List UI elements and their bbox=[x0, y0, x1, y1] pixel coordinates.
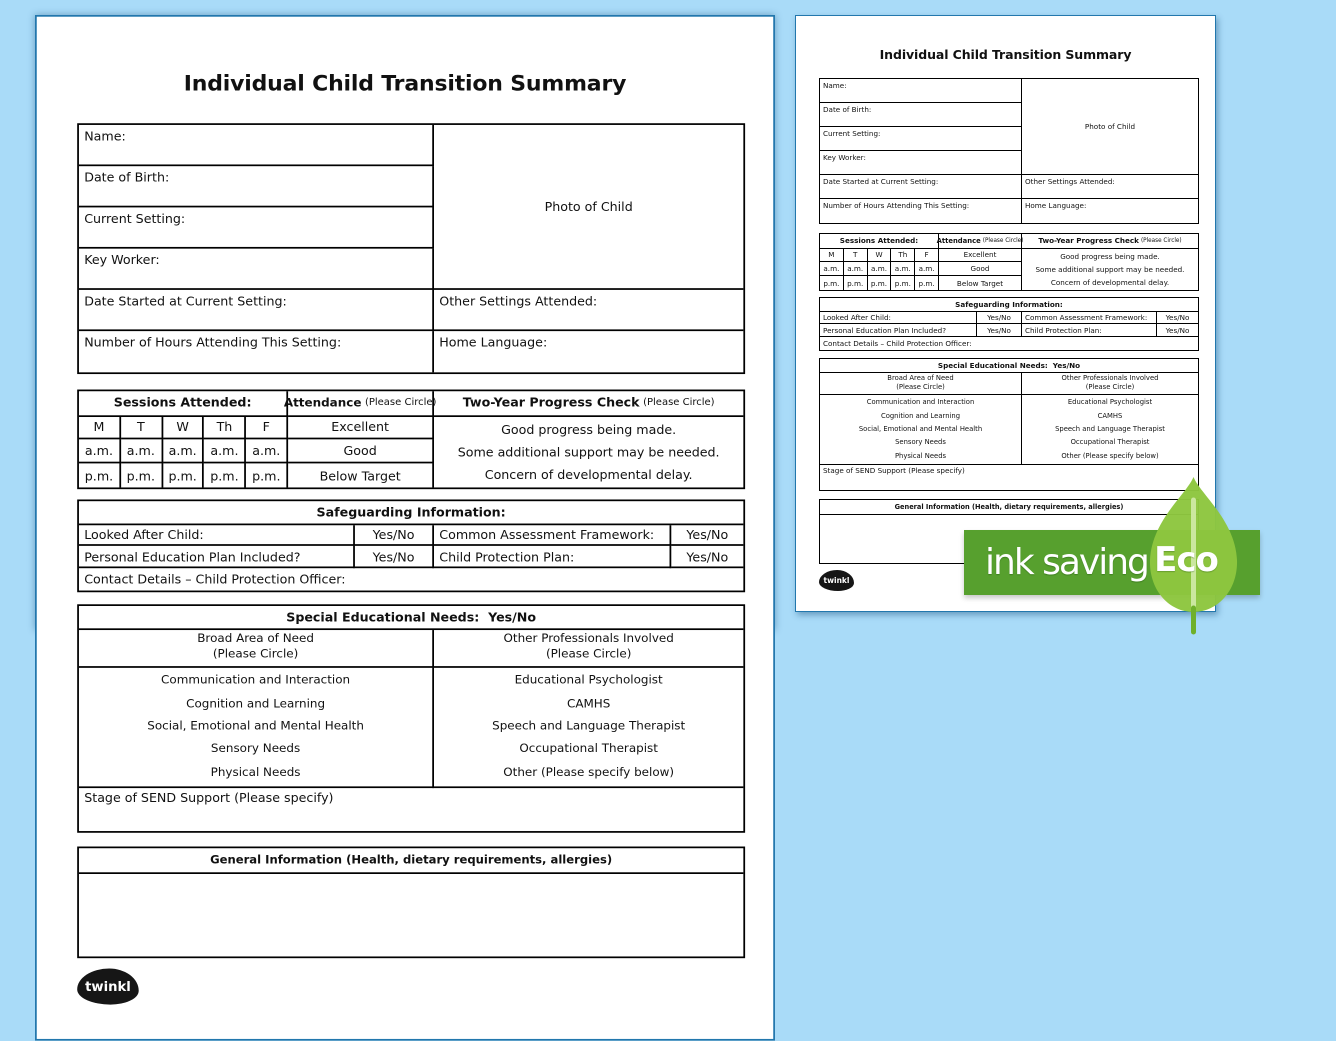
send-stage-field: Stage of SEND Support (Please specify) bbox=[823, 466, 965, 475]
document-paper bbox=[35, 15, 775, 1041]
safeguarding-label: Looked After Child: bbox=[79, 524, 355, 546]
home-language-field: Home Language: bbox=[439, 333, 548, 350]
broad-area-item: Cognition and Learning bbox=[186, 696, 326, 711]
attendance-header bbox=[283, 391, 437, 416]
broad-area-item: Physical Needs bbox=[210, 765, 301, 780]
attendance-option: Below Target bbox=[939, 276, 1022, 290]
name-field: Name: bbox=[79, 125, 434, 166]
photo-of-child-box: Photo of Child bbox=[434, 125, 743, 290]
professionals-header-label: Other Professionals Involved bbox=[503, 632, 674, 646]
day-cell: T bbox=[121, 416, 163, 440]
sessions-header: Sessions Attended: bbox=[79, 391, 288, 416]
am-cell: a.m. bbox=[121, 440, 163, 464]
broad-area-list bbox=[79, 667, 434, 787]
sen-header-label: Special Educational Needs: bbox=[286, 608, 480, 625]
safeguarding-label: Child Protection Plan: bbox=[1022, 324, 1157, 337]
attendance-option: Excellent bbox=[288, 416, 434, 440]
pm-cell: p.m. bbox=[891, 276, 915, 290]
attendance-header-label: Attendance bbox=[936, 236, 981, 245]
broad-area-item: Social, Emotional and Mental Health bbox=[147, 719, 364, 734]
day-cell: W bbox=[868, 249, 892, 263]
broad-area-item: Sensory Needs bbox=[210, 742, 301, 757]
current-setting-field: Current Setting: bbox=[79, 207, 434, 248]
zoomed-document-container bbox=[35, 15, 1336, 1041]
sen-header-value: Yes/No bbox=[488, 608, 537, 625]
key-worker-field: Key Worker: bbox=[79, 249, 434, 290]
date-started-field: Date Started at Current Setting: bbox=[79, 290, 434, 331]
yes-no-cell: Yes/No bbox=[355, 524, 434, 546]
am-cell: a.m. bbox=[891, 262, 915, 276]
pm-cell: p.m. bbox=[868, 276, 892, 290]
broad-area-item: Physical Needs bbox=[894, 451, 947, 460]
attendance-header-note: (Please Circle) bbox=[364, 397, 437, 408]
home-language-field: Home Language: bbox=[1025, 200, 1087, 210]
professional-item: Educational Psychologist bbox=[1067, 398, 1153, 407]
broad-area-header-note: (Please Circle) bbox=[212, 647, 299, 661]
send-stage-field: Stage of SEND Support (Please specify) bbox=[84, 789, 334, 806]
day-cell: M bbox=[820, 249, 844, 263]
key-worker-field: Key Worker: bbox=[820, 151, 1022, 175]
sen-header bbox=[79, 606, 743, 629]
am-cell: a.m. bbox=[868, 262, 892, 276]
progress-option: Concern of developmental delay. bbox=[484, 466, 693, 483]
ink-saving-label: ink saving bbox=[985, 542, 1148, 583]
yes-no-cell: Yes/No bbox=[977, 324, 1022, 337]
professional-item: Speech and Language Therapist bbox=[1055, 424, 1165, 433]
broad-area-item: Cognition and Learning bbox=[880, 411, 961, 420]
day-cell: M bbox=[79, 416, 121, 440]
eco-label: Eco bbox=[1154, 540, 1218, 580]
professional-item: CAMHS bbox=[566, 696, 611, 711]
child-info-table bbox=[77, 123, 745, 374]
hours-field: Number of Hours Attending This Setting: bbox=[820, 199, 1022, 223]
progress-option: Good progress being made. bbox=[501, 421, 677, 437]
safeguarding-label: Common Assessment Framework: bbox=[1022, 312, 1157, 325]
progress-option: Concern of developmental delay. bbox=[1050, 277, 1170, 287]
pm-cell: p.m. bbox=[79, 464, 121, 488]
sen-header-label: Special Educational Needs: bbox=[937, 360, 1048, 370]
general-info-table bbox=[77, 847, 745, 959]
contact-details-field: Contact Details – Child Protection Officer: bbox=[84, 571, 346, 587]
photo-of-child-box: Photo of Child bbox=[1022, 79, 1198, 175]
safeguarding-label: Common Assessment Framework: bbox=[434, 524, 671, 546]
current-setting-field: Current Setting: bbox=[820, 127, 1022, 151]
safeguarding-header: Safeguarding Information: bbox=[79, 501, 743, 524]
professionals-header-note: (Please Circle) bbox=[545, 647, 632, 661]
day-cell: F bbox=[246, 416, 288, 440]
broad-area-header bbox=[79, 629, 434, 667]
am-cell: a.m. bbox=[204, 440, 246, 464]
professional-item: Other (Please specify below) bbox=[1061, 451, 1159, 460]
general-info-header: General Information (Health, dietary requirements, allergies) bbox=[79, 848, 743, 874]
safeguarding-table bbox=[77, 499, 745, 592]
professionals-header-note: (Please Circle) bbox=[1085, 383, 1135, 391]
yes-no-cell: Yes/No bbox=[977, 312, 1022, 325]
am-cell: a.m. bbox=[79, 440, 121, 464]
yes-no-cell: Yes/No bbox=[671, 524, 743, 546]
attendance-option: Good bbox=[939, 262, 1022, 276]
document-page-zoomed bbox=[35, 15, 775, 995]
am-cell: a.m. bbox=[915, 262, 939, 276]
day-cell: Th bbox=[204, 416, 246, 440]
dob-field: Date of Birth: bbox=[79, 166, 434, 207]
professional-item: Occupational Therapist bbox=[1070, 438, 1150, 447]
day-cell: W bbox=[163, 416, 205, 440]
progress-option: Some additional support may be needed. bbox=[457, 444, 720, 460]
progress-option: Some additional support may be needed. bbox=[1035, 264, 1185, 274]
broad-area-header-label: Broad Area of Need bbox=[197, 632, 314, 646]
broad-area-item: Social, Emotional and Mental Health bbox=[858, 424, 983, 433]
am-cell: a.m. bbox=[820, 262, 844, 276]
hours-field: Number of Hours Attending This Setting: bbox=[79, 331, 434, 372]
professionals-list bbox=[434, 667, 743, 787]
progress-options bbox=[434, 416, 743, 487]
broad-area-item: Communication and Interaction bbox=[866, 398, 975, 407]
broad-area-item: Sensory Needs bbox=[895, 438, 946, 447]
am-cell: a.m. bbox=[844, 262, 868, 276]
safeguarding-label: Personal Education Plan Included? bbox=[79, 546, 355, 568]
professional-item: CAMHS bbox=[1097, 411, 1123, 420]
pm-cell: p.m. bbox=[246, 464, 288, 488]
professional-item: Occupational Therapist bbox=[519, 742, 658, 757]
pm-cell: p.m. bbox=[915, 276, 939, 290]
yes-no-cell: Yes/No bbox=[355, 546, 434, 568]
contact-details-field: Contact Details – Child Protection Officer: bbox=[823, 338, 972, 348]
broad-area-item: Communication and Interaction bbox=[161, 673, 351, 688]
safeguarding-label: Looked After Child: bbox=[820, 312, 977, 325]
am-cell: a.m. bbox=[246, 440, 288, 464]
progress-header bbox=[434, 391, 743, 416]
progress-option: Good progress being made. bbox=[1060, 251, 1160, 261]
professional-item: Educational Psychologist bbox=[514, 673, 663, 688]
yes-no-cell: Yes/No bbox=[671, 546, 743, 568]
yes-no-cell: Yes/No bbox=[1157, 324, 1198, 337]
pm-cell: p.m. bbox=[163, 464, 205, 488]
page-title: Individual Child Transition Summary bbox=[183, 69, 627, 96]
yes-no-cell: Yes/No bbox=[1157, 312, 1198, 325]
broad-area-header-label: Broad Area of Need bbox=[887, 374, 954, 383]
safeguarding-header: Safeguarding Information: bbox=[820, 298, 1198, 312]
sessions-table bbox=[77, 390, 745, 490]
attendance-header-label: Attendance bbox=[283, 395, 362, 410]
page-title: Individual Child Transition Summary bbox=[879, 47, 1132, 62]
twinkl-logo: twinkl bbox=[77, 968, 139, 1004]
progress-header-label: Two-Year Progress Check bbox=[1038, 236, 1139, 246]
sen-table bbox=[77, 604, 745, 832]
dob-field: Date of Birth: bbox=[820, 103, 1022, 127]
progress-header-note: (Please Circle) bbox=[643, 397, 715, 408]
attendance-option: Below Target bbox=[288, 464, 434, 488]
professionals-header-label: Other Professionals Involved bbox=[1061, 374, 1159, 383]
pm-cell: p.m. bbox=[820, 276, 844, 290]
sen-header-value: Yes/No bbox=[1052, 360, 1081, 370]
professionals-header bbox=[434, 629, 743, 667]
general-info-header: General Information (Health, dietary requirements, allergies) bbox=[820, 500, 1198, 515]
professional-item: Other (Please specify below) bbox=[503, 765, 675, 780]
sessions-header: Sessions Attended: bbox=[820, 234, 939, 249]
safeguarding-label: Personal Education Plan Included? bbox=[820, 324, 977, 337]
twinkl-logo: twinkl bbox=[819, 570, 854, 591]
safeguarding-label: Child Protection Plan: bbox=[434, 546, 671, 568]
name-field: Name: bbox=[820, 79, 1022, 103]
other-settings-field: Other Settings Attended: bbox=[1022, 175, 1198, 199]
date-started-field: Date Started at Current Setting: bbox=[820, 175, 1022, 199]
broad-area-header-note: (Please Circle) bbox=[896, 383, 945, 391]
other-settings-field: Other Settings Attended: bbox=[434, 290, 743, 331]
am-cell: a.m. bbox=[163, 440, 205, 464]
general-info-blank bbox=[79, 874, 743, 956]
day-cell: T bbox=[844, 249, 868, 263]
progress-header-note: (Please Circle) bbox=[1140, 237, 1182, 244]
attendance-header-note: (Please Circle) bbox=[982, 237, 1024, 244]
day-cell: F bbox=[915, 249, 939, 263]
day-cell: Th bbox=[891, 249, 915, 263]
pm-cell: p.m. bbox=[204, 464, 246, 488]
progress-header-label: Two-Year Progress Check bbox=[462, 395, 640, 411]
pm-cell: p.m. bbox=[121, 464, 163, 488]
pm-cell: p.m. bbox=[844, 276, 868, 290]
attendance-option: Excellent bbox=[939, 249, 1022, 263]
professional-item: Speech and Language Therapist bbox=[492, 719, 686, 734]
attendance-option: Good bbox=[288, 440, 434, 464]
